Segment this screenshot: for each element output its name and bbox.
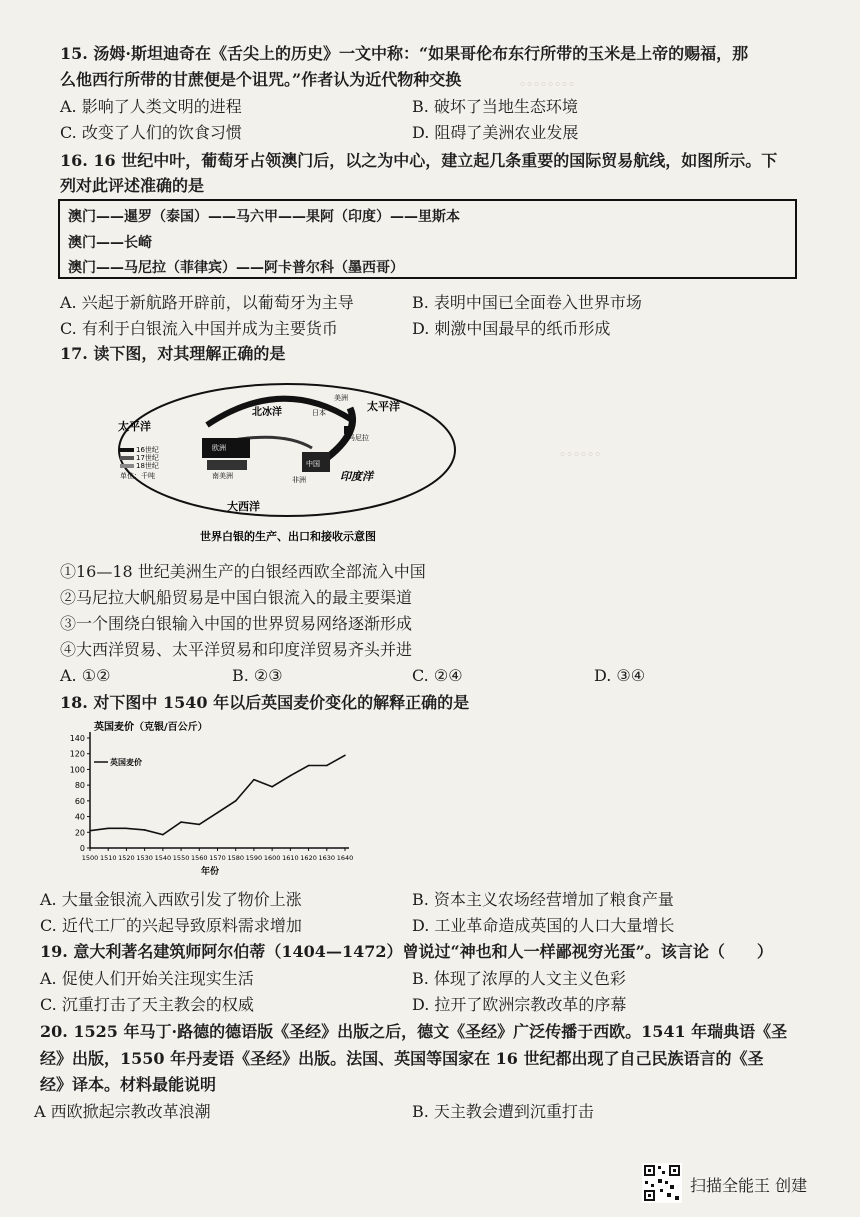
x-tick-label: 1600: [263, 854, 281, 862]
trade-route-2: 澳门——长崎: [68, 235, 152, 251]
q16-option-c: C. 有利于白银流入中国并成为主要货币: [60, 319, 338, 338]
trade-route-box: [58, 199, 797, 279]
q19-option-b: B. 体现了浓厚的人文主义色彩: [412, 969, 626, 988]
x-tick-label: 1640: [336, 854, 354, 862]
x-tick-label: 1570: [209, 854, 226, 862]
label-americas: 美洲: [334, 394, 348, 402]
label-indian: 印度洋: [340, 470, 373, 483]
label-pacific-right: 太平洋: [367, 400, 400, 413]
series-line: [90, 755, 345, 834]
q20-option-a: A 西欧掀起宗教改革浪潮: [34, 1102, 211, 1121]
q18-stem: 18. 对下图中 1540 年以后英国麦价变化的解释正确的是: [60, 693, 470, 712]
q20-option-b: B. 天主教会遭到沉重打击: [412, 1102, 594, 1121]
x-tick-label: 1550: [172, 854, 190, 862]
label-atlantic: 大西洋: [227, 500, 260, 513]
data-point: [271, 786, 273, 788]
label-manila: 马尼拉: [348, 434, 369, 442]
label-south-america: 南美洲: [212, 472, 233, 480]
q17-option-c: C. ②④: [412, 666, 463, 685]
legend-label-17c: 17世纪: [136, 454, 159, 462]
q17-statement-4: ④大西洋贸易、太平洋贸易和印度洋贸易齐头并进: [60, 640, 413, 659]
q17-option-a: A. ①②: [60, 666, 111, 685]
x-tick-label: 1510: [99, 854, 117, 862]
silver-flow-map-svg: [112, 380, 462, 550]
wheat-price-chart: [60, 718, 360, 878]
scanner-watermark: [642, 1163, 842, 1207]
scanner-watermark-text: 扫描全能王 创建: [690, 1176, 808, 1195]
legend-label-18c: 18世纪: [136, 462, 159, 470]
chart-legend: [94, 757, 142, 767]
x-tick-label: 1610: [282, 854, 299, 862]
y-tick-label: 60: [74, 796, 85, 806]
data-point: [217, 812, 219, 814]
map-outline: [119, 384, 455, 516]
x-tick-label: 1520: [118, 854, 135, 862]
americas-base: [207, 460, 247, 470]
q18-option-c: C. 近代工厂的兴起导致原料需求增加: [40, 916, 302, 935]
y-tick-label: 40: [74, 812, 85, 822]
q15-stem-line1: 15. 汤姆·斯坦迪奇在《舌尖上的历史》一文中称：“如果哥伦布东行所带的玉米是上帝的赐福，那: [60, 44, 749, 63]
label-europe: 欧洲: [212, 444, 226, 452]
q17-statement-2: ②马尼拉大帆船贸易是中国白银流入的最主要渠道: [60, 588, 413, 607]
data-point: [162, 834, 164, 836]
q18-option-a: A. 大量金银流入西欧引发了物价上涨: [40, 890, 302, 909]
label-africa: 非洲: [292, 476, 306, 484]
q20-stem-line2: 经》出版，1550 年丹麦语《圣经》出版。法国、英国等国家在 16 世纪都出现了自己民族语言的《圣: [40, 1049, 764, 1068]
q18-option-d: D. 工业革命造成英国的人口大量增长: [412, 916, 675, 935]
q15-option-c: C. 改变了人们的饮食习惯: [60, 123, 242, 142]
y-tick-label: 140: [69, 734, 85, 743]
q16-option-a: A. 兴起于新航路开辟前，以葡萄牙为主导: [60, 293, 354, 312]
q15-option-d: D. 阻碍了美洲农业发展: [412, 123, 579, 142]
legend-bar-16c: [120, 448, 134, 452]
bleed-through-text: 。。。。。。。。: [520, 73, 583, 89]
x-tick-label: 1540: [154, 854, 172, 862]
map-caption: 世界白银的生产、出口和接收示意图: [200, 530, 376, 543]
chart-xlabel: 年份: [200, 867, 220, 877]
data-point: [198, 824, 200, 826]
q15-stem-line2: 么他西行所带的甘蔗便是个诅咒。”作者认为近代物种交换: [60, 70, 462, 89]
q16-stem-line2: 列对此评述准确的是: [60, 176, 205, 195]
q19-option-a: A. 促使人们开始关注现实生活: [40, 969, 254, 988]
data-point: [344, 754, 346, 756]
q17-statement-1: ①16—18 世纪美洲生产的白银经西欧全部流入中国: [60, 562, 426, 581]
y-tick-label: 80: [74, 781, 85, 791]
label-arctic: 北冰洋: [252, 407, 282, 418]
data-point: [89, 830, 91, 832]
data-point: [290, 775, 292, 777]
q17-statement-3: ③一个围绕白银输入中国的世界贸易网络逐渐形成: [60, 614, 413, 633]
x-tick-label: 1620: [300, 854, 317, 862]
x-tick-label: 1530: [136, 854, 153, 862]
q16-option-b: B. 表明中国已全面卷入世界市场: [412, 293, 642, 312]
data-point: [126, 828, 128, 830]
manila-marker: [344, 426, 352, 434]
data-point: [253, 779, 255, 781]
q19-option-c: C. 沉重打击了天主教会的权威: [40, 995, 254, 1014]
legend-unit: 单位：千吨: [120, 472, 155, 480]
q17-stem: 17. 读下图，对其理解正确的是: [60, 344, 286, 363]
silver-flow-map: [112, 380, 462, 550]
q16-stem-line1: 16. 16 世纪中叶，葡萄牙占领澳门后，以之为中心，建立起几条重要的国际贸易航线，如图所示。下: [60, 151, 778, 170]
y-tick-label: 20: [74, 828, 85, 838]
q18-option-b: B. 资本主义农场经营增加了粮食产量: [412, 890, 674, 909]
q20-stem-line1: 20. 1525 年马丁·路德的德语版《圣经》出版之后，德文《圣经》广泛传播于西欧。1541 年瑞典语《圣: [40, 1022, 788, 1041]
q19-option-d: D. 拉开了欧洲宗教改革的序幕: [412, 995, 627, 1014]
q15-option-b: B. 破坏了当地生态环境: [412, 97, 578, 116]
data-point: [107, 828, 109, 830]
data-point: [308, 765, 310, 767]
trade-route-1: 澳门——暹罗（泰国）——马六甲——果阿（印度）——里斯本: [68, 209, 460, 225]
x-tick-label: 1500: [81, 854, 99, 862]
legend-bar-17c: [120, 456, 134, 460]
y-tick-label: 120: [69, 749, 85, 759]
x-tick-label: 1560: [191, 854, 208, 862]
legend-label: 英国麦价: [110, 758, 142, 767]
x-tick-label: 1580: [227, 854, 244, 862]
q19-stem: 19. 意大利著名建筑师阿尔伯蒂（1404—1472）曾说过“神也和人一样鄙视穷光蛋”。该言论（ ）: [40, 942, 773, 961]
trade-route-3: 澳门——马尼拉（菲律宾）——阿卡普尔科（墨西哥）: [68, 260, 404, 276]
label-china: 中国: [306, 460, 320, 468]
x-tick-label: 1590: [245, 854, 263, 862]
q17-option-b: B. ②③: [232, 666, 283, 685]
americas-block: [202, 438, 250, 458]
wheat-price-chart-svg: [60, 718, 360, 878]
legend-label-16c: 16世纪: [136, 446, 159, 454]
q20-stem-line3: 经》译本。材料最能说明: [40, 1075, 217, 1094]
qr-code-icon: [642, 1163, 682, 1203]
y-tick-label: 0: [79, 844, 85, 853]
q16-option-d: D. 刺激中国最早的纸币形成: [412, 319, 611, 338]
data-point: [235, 800, 237, 802]
chart-title: 英国麦价（克银/百公斤）: [94, 722, 208, 733]
x-tick-label: 1630: [318, 854, 336, 862]
label-japan: 日本: [312, 409, 326, 417]
data-point: [144, 829, 146, 831]
q17-option-d: D. ③④: [594, 666, 646, 685]
q15-option-a: A. 影响了人类文明的进程: [60, 97, 242, 116]
chart-axes: [70, 732, 354, 862]
bleed-through-text: 。。。。。。: [560, 443, 609, 459]
data-point: [326, 765, 328, 767]
data-point: [180, 821, 182, 823]
label-pacific-left: 太平洋: [118, 420, 151, 433]
legend-bar-18c: [120, 464, 134, 468]
y-tick-label: 100: [69, 765, 85, 775]
